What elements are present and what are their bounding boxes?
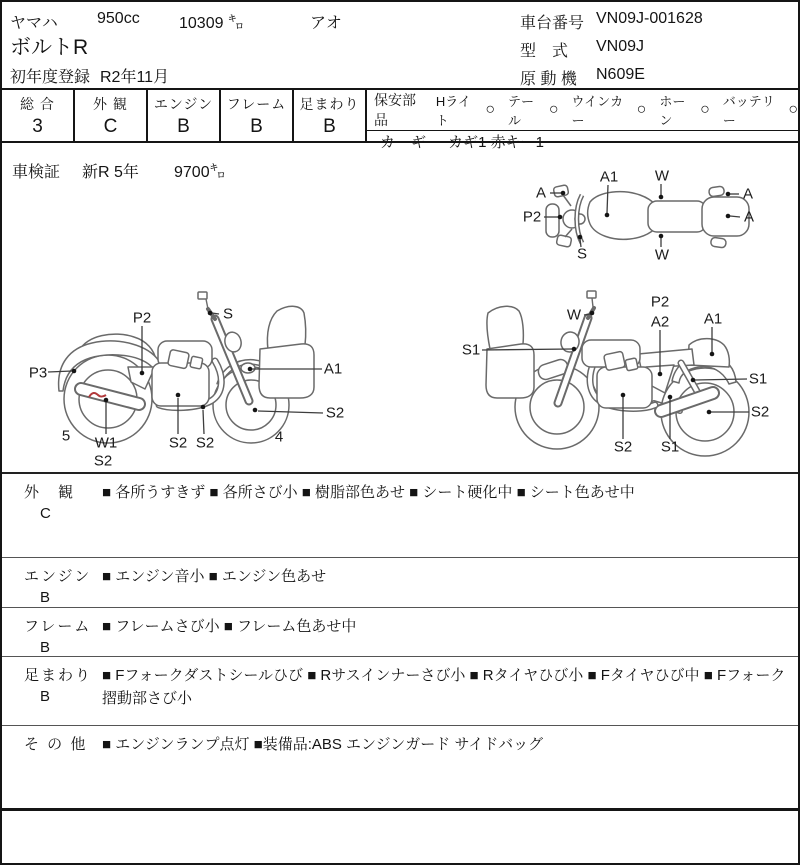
safety-parts-label: 保安部品 <box>374 92 416 128</box>
diagram-area <box>2 143 798 472</box>
model-name: ボルトR <box>10 36 89 59</box>
safety-item-name: バッテリー <box>722 94 775 128</box>
displacement: 950cc <box>97 10 140 27</box>
model-code-value: VN09J <box>596 38 645 55</box>
section-label: エンジン <box>24 568 92 585</box>
diagram-label: W <box>654 246 670 264</box>
diagram-label: P2 <box>650 293 670 311</box>
ok-circle-mark: ○ <box>636 101 647 118</box>
grade-value: 3 <box>32 116 43 137</box>
diagram-label: A <box>742 185 754 203</box>
section-comments: ■ Fフォークダストシールひび ■ Rサスインナーさび小 ■ Rタイヤひび小 ■ Fタイヤひび中 ■ Fフォーク摺動部さび小 <box>102 667 786 708</box>
shaken-value: 新R 5年 <box>82 164 139 181</box>
mileage: 10309 ㌔ <box>179 15 244 32</box>
diagram-label: S2 <box>93 452 113 470</box>
section-grade: B <box>40 589 51 606</box>
grade-cell-exterior <box>75 90 148 141</box>
diagram-label: A1 <box>599 168 619 186</box>
ok-circle-mark: ○ <box>788 101 799 118</box>
key-label: カ ギ <box>380 134 433 151</box>
section-comments: ■ 各所うすきず ■ 各所さび小 ■ 樹脂部色あせ ■ シート硬化中 ■ シート色あせ中 <box>102 484 635 501</box>
chassis-label: 車台番号 <box>520 15 585 32</box>
diagram-label: P2 <box>522 208 542 226</box>
grade-cell-undercarriage <box>294 90 367 141</box>
grade-label: 足まわり <box>299 96 360 112</box>
section-label: フレーム <box>24 618 92 635</box>
diagram-label: W <box>566 306 582 324</box>
section-exterior <box>2 472 798 557</box>
section-grade: B <box>40 639 51 656</box>
section-label: 足まわり <box>24 667 93 684</box>
grade-label: エンジン <box>153 96 214 112</box>
section-frame <box>2 607 798 656</box>
safety-item-name: ホーン <box>659 94 686 128</box>
key-value: カギ1 赤キー1 <box>448 134 545 151</box>
side-view-a-diagram <box>59 292 314 443</box>
section-label: そ の 他 <box>24 736 88 753</box>
section-label: 外 観 <box>24 484 76 501</box>
diagram-label: S1 <box>461 341 481 359</box>
diagram-label: S <box>576 245 588 263</box>
ok-circle-mark: ○ <box>700 101 710 118</box>
diagram-label: W <box>654 167 670 185</box>
shaken-label: 車検証 <box>12 164 61 181</box>
grade-value: B <box>250 116 263 137</box>
diagram-label: S <box>222 305 234 323</box>
diagram-label: S1 <box>748 370 768 388</box>
shaken-mileage: 9700㌔ <box>174 164 226 181</box>
first-registration-label: 初年度登録 <box>10 69 91 86</box>
diagram-label: A1 <box>323 360 343 378</box>
maker: ヤマハ <box>10 15 58 32</box>
safety-item-name: Hライト <box>435 94 471 128</box>
empty-bottom-box <box>2 808 798 863</box>
ok-circle-mark: ○ <box>485 101 496 118</box>
grade-table <box>2 88 799 151</box>
safety-item-tail <box>508 91 558 129</box>
diagram-label: S2 <box>325 404 345 422</box>
grade-label: 外 観 <box>93 96 128 112</box>
diagram-label: S2 <box>195 434 215 452</box>
engine-code-label: 原 動 機 <box>520 71 577 88</box>
section-grade: B <box>40 688 51 705</box>
section-comments: ■ エンジン音小 ■ エンジン色あせ <box>102 568 327 585</box>
grade-value: B <box>323 116 336 137</box>
diagram-label: A <box>743 208 755 226</box>
ok-circle-mark: ○ <box>548 101 559 118</box>
diagram-label: S1 <box>660 438 680 456</box>
diagram-label: S2 <box>613 438 633 456</box>
body-color: アオ <box>310 15 342 32</box>
section-comments: ■ フレームさび小 ■ フレーム色あせ中 <box>102 618 357 635</box>
motorcycle-diagrams-svg <box>2 143 798 472</box>
safety-item-name: ウインカー <box>571 94 624 128</box>
section-other <box>2 725 798 808</box>
section-undercarriage <box>2 656 798 725</box>
diagram-label: S2 <box>750 403 770 421</box>
diagram-label: A <box>535 184 547 202</box>
grade-label: 総 合 <box>20 96 55 112</box>
first-registration-value: R2年11月 <box>100 69 170 86</box>
section-engine <box>2 557 798 607</box>
grade-cell-frame <box>221 90 294 141</box>
diagram-label: A1 <box>703 310 723 328</box>
safety-item-headlight <box>436 91 495 129</box>
top-view-diagram <box>546 185 749 248</box>
diagram-label: W1 <box>94 434 118 452</box>
section-comments: ■ エンジンランプ点灯 ■装備品:ABS エンジンガード サイドバッグ <box>102 736 544 753</box>
diagram-label: P2 <box>132 309 152 327</box>
diagram-label: 5 <box>61 427 71 445</box>
model-code-label: 型 式 <box>520 43 569 60</box>
safety-item-name: テール <box>508 94 535 128</box>
diagram-label: A2 <box>650 313 670 331</box>
chassis-value: VN09J-001628 <box>596 10 703 27</box>
grade-cell-engine <box>148 90 221 141</box>
grade-value: B <box>177 116 190 137</box>
engine-code-value: N609E <box>596 66 645 83</box>
diagram-label: P3 <box>28 364 48 382</box>
safety-parts-row <box>367 90 798 131</box>
diagram-label: S2 <box>168 434 188 452</box>
safety-parts-block <box>367 90 799 151</box>
safety-item-horn <box>659 91 709 129</box>
grade-value: C <box>103 116 118 137</box>
section-grade: C <box>40 505 51 522</box>
diagram-label: 4 <box>274 428 284 446</box>
grade-label: フレーム <box>226 96 287 112</box>
safety-item-battery <box>723 91 798 129</box>
grade-cell-overall <box>2 90 75 141</box>
safety-item-winker <box>571 91 646 129</box>
